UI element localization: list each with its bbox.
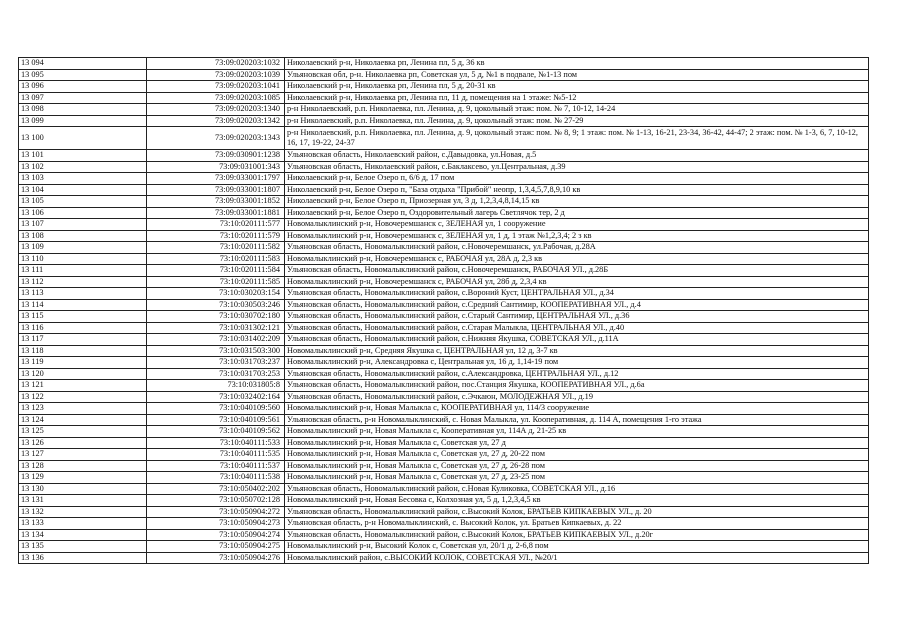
row-number: 13 107 <box>19 219 147 231</box>
cadastral-number: 73:10:040109:560 <box>147 403 285 415</box>
row-number: 13 130 <box>19 483 147 495</box>
row-number: 13 133 <box>19 518 147 530</box>
cadastral-number: 73:10:020111:582 <box>147 242 285 254</box>
row-number: 13 105 <box>19 196 147 208</box>
cadastral-number: 73:09:033001:1797 <box>147 173 285 185</box>
table-row <box>19 495 869 507</box>
cadastral-number: 73:09:020203:1041 <box>147 81 285 93</box>
row-number: 13 134 <box>19 529 147 541</box>
cadastral-number: 73:09:033001:1807 <box>147 184 285 196</box>
address-cell: Ульяновская область, Николаевский район, с.Давыдовка, ул.Новая, д.5 <box>285 150 869 162</box>
table-row <box>19 276 869 288</box>
table-row <box>19 230 869 242</box>
row-number: 13 135 <box>19 541 147 553</box>
table-row <box>19 92 869 104</box>
row-number: 13 110 <box>19 253 147 265</box>
table-row <box>19 460 869 472</box>
cadastral-number: 73:10:020111:583 <box>147 253 285 265</box>
cadastral-number: 73:10:030702:180 <box>147 311 285 323</box>
address-cell: Новомалыклинский р-н, Новая Малыкла с, Кооперативная ул, 114А д, 21-25 кв <box>285 426 869 438</box>
row-number: 13 124 <box>19 414 147 426</box>
table-row <box>19 299 869 311</box>
cadastral-number: 73:10:031703:237 <box>147 357 285 369</box>
cadastral-number: 73:10:040109:561 <box>147 414 285 426</box>
table-row <box>19 242 869 254</box>
address-cell: Новомалыклинский р-н, Новочеремшанск с, ЗЕЛЕНАЯ ул, 1 д, 1 этаж №1,2,3,4; 2 з кв <box>285 230 869 242</box>
table-row <box>19 219 869 231</box>
row-number: 13 097 <box>19 92 147 104</box>
table-row <box>19 184 869 196</box>
cadastral-number: 73:10:031402:209 <box>147 334 285 346</box>
table-row <box>19 529 869 541</box>
table-row <box>19 104 869 116</box>
table-row <box>19 207 869 219</box>
table-row <box>19 196 869 208</box>
address-cell: Новомалыклинский р-н, Новочеремшанск с, РАБОЧАЯ ул, 28А д, 2,3 кв <box>285 253 869 265</box>
cadastral-number: 73:10:050904:276 <box>147 552 285 564</box>
row-number: 13 098 <box>19 104 147 116</box>
cadastral-number: 73:10:030203:154 <box>147 288 285 300</box>
row-number: 13 122 <box>19 391 147 403</box>
table-row <box>19 414 869 426</box>
row-number: 13 128 <box>19 460 147 472</box>
cadastral-number: 73:10:020111:584 <box>147 265 285 277</box>
document-page <box>18 57 868 564</box>
address-cell: Ульяновская область, Новомалыклинский район, с.Александровка, ЦЕНТРАЛЬНАЯ УЛ., д.12 <box>285 368 869 380</box>
table-row <box>19 288 869 300</box>
address-cell: Ульяновская область, Новомалыклинский район, с.Вороний Куст, ЦЕНТРАЛЬНАЯ УЛ., д.34 <box>285 288 869 300</box>
address-cell: Новомалыклинский р-н, Высокий Колок с, Советская ул, 20/1 д, 2-6,8 пом <box>285 541 869 553</box>
address-cell: Новомалыклинский р-н, Новая Малыкла с, Советская ул, 27 д <box>285 437 869 449</box>
cadastral-number: 73:10:050702:128 <box>147 495 285 507</box>
row-number: 13 111 <box>19 265 147 277</box>
table-row <box>19 322 869 334</box>
address-cell: Николаевский р-н, Белое Озеро п, "База отдыха "Прибой" неопр, 1,3,4,5,7,8,9,10 кв <box>285 184 869 196</box>
row-number: 13 120 <box>19 368 147 380</box>
address-cell: Новомалыклинский р-н, Новая Малыкла с, КООПЕРАТИВНАЯ ул, 114/3 сооружение <box>285 403 869 415</box>
row-number: 13 126 <box>19 437 147 449</box>
cadastral-number: 73:10:040111:537 <box>147 460 285 472</box>
cadastral-number: 73:10:031302:121 <box>147 322 285 334</box>
address-cell: Ульяновская область, Новомалыклинский район, с.Средний Сантимир, КООПЕРАТИВНАЯ УЛ., д.4 <box>285 299 869 311</box>
row-number: 13 109 <box>19 242 147 254</box>
table-row <box>19 311 869 323</box>
table-row <box>19 426 869 438</box>
cadastral-number: 73:10:040109:562 <box>147 426 285 438</box>
address-cell: Ульяновская область, Новомалыклинский район, с.Новочеремшанск, РАБОЧАЯ УЛ., д.28Б <box>285 265 869 277</box>
address-cell: Новомалыклинский р-н, Новая Малыкла с, Советская ул, 27 д, 20-22 пом <box>285 449 869 461</box>
row-number: 13 118 <box>19 345 147 357</box>
table-row <box>19 69 869 81</box>
table-row <box>19 357 869 369</box>
row-number: 13 117 <box>19 334 147 346</box>
row-number: 13 108 <box>19 230 147 242</box>
address-cell: Новомалыклинский р-н, Новочеремшанск с, ЗЕЛЕНАЯ ул, 1 сооружение <box>285 219 869 231</box>
row-number: 13 123 <box>19 403 147 415</box>
cadastral-number: 73:10:050402:202 <box>147 483 285 495</box>
address-cell: Ульяновская область, Новомалыклинский район, с.Старая Малыкла, ЦЕНТРАЛЬНАЯ УЛ., д.40 <box>285 322 869 334</box>
address-cell: Ульяновская область, Новомалыклинский район, пос.Станция Якушка, КООПЕРАТИВНАЯ УЛ., д.6а <box>285 380 869 392</box>
row-number: 13 125 <box>19 426 147 438</box>
cadastral-number: 73:09:033001:1852 <box>147 196 285 208</box>
address-cell: Николаевский р-н, Белое Озеро п, 6/6 д, 17 пом <box>285 173 869 185</box>
cadastral-number: 73:09:020203:1039 <box>147 69 285 81</box>
row-number: 13 103 <box>19 173 147 185</box>
table-row <box>19 483 869 495</box>
row-number: 13 095 <box>19 69 147 81</box>
address-cell: Николаевский р-н, Белое Озеро п, Оздоровительный лагерь Светлячок тер, 2 д <box>285 207 869 219</box>
cadastral-number: 73:10:040111:533 <box>147 437 285 449</box>
table-row <box>19 437 869 449</box>
address-cell: Новомалыклинский р-н, Новая Малыкла с, Советская ул, 27 д, 23-25 пом <box>285 472 869 484</box>
address-cell: Николаевский р-н, Николаевка рп, Ленина пл, 5 д, 36 кв <box>285 58 869 70</box>
cadastral-number: 73:09:031001:343 <box>147 161 285 173</box>
table-row <box>19 541 869 553</box>
cadastral-number: 73:10:040111:538 <box>147 472 285 484</box>
address-cell: Ульяновская область, р-н Новомалыклинский, с. Новая Малыкла, ул. Кооперативная, д. 114 А, помещения 1-го этажа <box>285 414 869 426</box>
table-row <box>19 472 869 484</box>
table-row <box>19 345 869 357</box>
address-cell: Ульяновская область, Новомалыклинский район, с.Новочеремшанск, ул.Рабочая, д.28А <box>285 242 869 254</box>
row-number: 13 121 <box>19 380 147 392</box>
address-cell: Ульяновская область, Новомалыклинский район, с.Высокий Колок, БРАТЬЕВ КИПКАЕВЫХ УЛ., д.20г <box>285 529 869 541</box>
address-cell: Ульяновская область, Новомалыклинский район, с.Высокий Колок, БРАТЬЕВ КИПКАЕВЫХ УЛ., д. 20 <box>285 506 869 518</box>
row-number: 13 129 <box>19 472 147 484</box>
table-row <box>19 253 869 265</box>
address-cell: р-н Николаевский, р.п. Николаевка, пл. Ленина, д. 9, цокольный этаж: пом. № 27-29 <box>285 115 869 127</box>
address-cell: Ульяновская обл, р-н. Николаевка рп, Советская ул, 5 д, №1 в подвале, №1-13 пом <box>285 69 869 81</box>
table-row <box>19 518 869 530</box>
cadastral-number: 73:10:040111:535 <box>147 449 285 461</box>
table-row <box>19 380 869 392</box>
address-cell: Ульяновская область, Новомалыклинский район, с.Новая Куликовка, СОВЕТСКАЯ УЛ., д.16 <box>285 483 869 495</box>
address-cell: Новомалыклинский р-н, Новая Бесовка с, Колхозная ул, 5 д, 1,2,3,4,5 кв <box>285 495 869 507</box>
row-number: 13 116 <box>19 322 147 334</box>
cadastral-number: 73:09:020203:1085 <box>147 92 285 104</box>
address-cell: Ульяновская область, Новомалыклинский район, с.Эчкаюн, МОЛОДЕЖНАЯ УЛ., д.19 <box>285 391 869 403</box>
cadastral-number: 73:10:050904:272 <box>147 506 285 518</box>
table-row <box>19 150 869 162</box>
table-row <box>19 58 869 70</box>
address-cell: Ульяновская область, р-н Новомалыклинский, с. Высокий Колок, ул. Братьев Кипкаевых, д. 22 <box>285 518 869 530</box>
address-cell: Новомалыклинский р-н, Средняя Якушка с, ЦЕНТРАЛЬНАЯ ул, 12 д, 3-7 кв <box>285 345 869 357</box>
row-number: 13 104 <box>19 184 147 196</box>
table-row <box>19 552 869 564</box>
row-number: 13 113 <box>19 288 147 300</box>
row-number: 13 131 <box>19 495 147 507</box>
address-cell: Николаевский р-н, Белое Озеро п, Приозерная ул, 3 д, 1,2,3,4,8,14,15 кв <box>285 196 869 208</box>
row-number: 13 127 <box>19 449 147 461</box>
cadastral-number: 73:10:031805:8 <box>147 380 285 392</box>
cadastral-number: 73:10:050904:274 <box>147 529 285 541</box>
cadastral-number: 73:10:032402:164 <box>147 391 285 403</box>
cadastral-number: 73:09:020203:1343 <box>147 127 285 150</box>
table-row <box>19 449 869 461</box>
row-number: 13 094 <box>19 58 147 70</box>
cadastral-number: 73:10:020111:585 <box>147 276 285 288</box>
address-cell: Ульяновская область, Новомалыклинский район, с.Нижняя Якушка, СОВЕТСКАЯ УЛ., д.11А <box>285 334 869 346</box>
table-row <box>19 334 869 346</box>
address-cell: Ульяновская область, Николаевский район, с.Баклаксево, ул.Центральная, д.39 <box>285 161 869 173</box>
cadastral-number: 73:09:020203:1032 <box>147 58 285 70</box>
address-cell: р-н Николаевский, р.п. Николаевка, пл. Ленина, д. 9, цокольный этаж: пом. № 8, 9; 1 этаж: пом. № 1-13, 16-21, 23-34, 36-42, 44-47; 2 этаж: пом. № 1-3, 6, 7, 10-12, 16, 17, 19-22, 24-37 <box>285 127 869 150</box>
cadastral-number: 73:09:020203:1342 <box>147 115 285 127</box>
table-row <box>19 265 869 277</box>
row-number: 13 119 <box>19 357 147 369</box>
row-number: 13 101 <box>19 150 147 162</box>
cadastral-number: 73:10:020111:577 <box>147 219 285 231</box>
address-cell: Николаевский р-н, Николаевка рп, Ленина пл, 5 д, 20-31 кв <box>285 81 869 93</box>
cadastral-number: 73:10:050904:275 <box>147 541 285 553</box>
cadastral-number: 73:09:020203:1340 <box>147 104 285 116</box>
row-number: 13 115 <box>19 311 147 323</box>
cadastral-number: 73:10:031503:300 <box>147 345 285 357</box>
table-row <box>19 368 869 380</box>
row-number: 13 099 <box>19 115 147 127</box>
row-number: 13 100 <box>19 127 147 150</box>
table-row <box>19 127 869 150</box>
table-row <box>19 391 869 403</box>
row-number: 13 136 <box>19 552 147 564</box>
table-row <box>19 161 869 173</box>
cadastral-number: 73:10:050904:273 <box>147 518 285 530</box>
row-number: 13 132 <box>19 506 147 518</box>
address-cell: Николаевский р-н, Николаевка рп, Ленина пл, 11 д, помещения на 1 этаже: №5-12 <box>285 92 869 104</box>
row-number: 13 112 <box>19 276 147 288</box>
table-body <box>19 58 869 564</box>
table-row <box>19 173 869 185</box>
table-row <box>19 115 869 127</box>
address-cell: Новомалыклинский район, с.ВЫСОКИЙ КОЛОК, СОВЕТСКАЯ УЛ., №20/1 <box>285 552 869 564</box>
row-number: 13 102 <box>19 161 147 173</box>
row-number: 13 106 <box>19 207 147 219</box>
address-cell: Новомалыклинский р-н, Новочеремшанск с, РАБОЧАЯ ул, 28б д, 2,3,4 кв <box>285 276 869 288</box>
table-row <box>19 81 869 93</box>
row-number: 13 096 <box>19 81 147 93</box>
address-cell: р-н Николаевский, р.п. Николаевка, пл. Ленина, д. 9, цокольный этаж: пом. № 7, 10-12, 14-24 <box>285 104 869 116</box>
address-cell: Новомалыклинский р-н, Александровка с, Центральная ул, 16 д, 1,14-19 пом <box>285 357 869 369</box>
cadastral-number: 73:10:031703:253 <box>147 368 285 380</box>
address-cell: Ульяновская область, Новомалыклинский район, с.Старый Сантимир, ЦЕНТРАЛЬНАЯ УЛ., д.36 <box>285 311 869 323</box>
table-row <box>19 506 869 518</box>
cadastral-number: 73:09:033001:1881 <box>147 207 285 219</box>
cadastral-number: 73:09:030901:1238 <box>147 150 285 162</box>
cadastral-number: 73:10:030503:246 <box>147 299 285 311</box>
address-cell: Новомалыклинский р-н, Новая Малыкла с, Советская ул, 27 д, 26-28 пом <box>285 460 869 472</box>
property-table <box>18 57 869 564</box>
table-row <box>19 403 869 415</box>
cadastral-number: 73:10:020111:579 <box>147 230 285 242</box>
row-number: 13 114 <box>19 299 147 311</box>
